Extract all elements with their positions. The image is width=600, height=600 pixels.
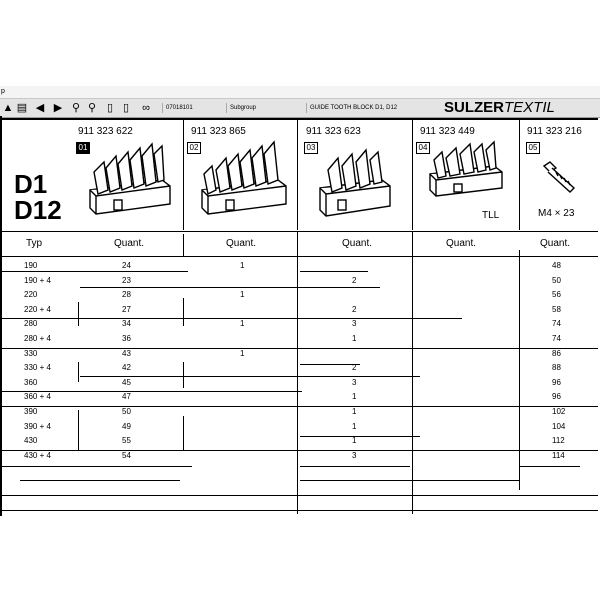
- column-divider: [183, 416, 184, 450]
- up-icon[interactable]: ▲: [2, 102, 14, 114]
- typ-cell: 390: [24, 407, 38, 416]
- column-divider: [183, 234, 184, 256]
- typ-cell: 360 + 4: [24, 392, 51, 401]
- column-header-quant-2: Quant.: [226, 238, 257, 249]
- binoculars-icon[interactable]: ∞: [142, 102, 150, 114]
- quant-5-cell: 96: [552, 392, 561, 401]
- quant-5-cell: 112: [552, 436, 565, 445]
- typ-cell: 220 + 4: [24, 305, 51, 314]
- column-divider: [412, 120, 413, 230]
- row-rule: [20, 480, 180, 481]
- quant-3-cell: 2: [352, 305, 357, 314]
- model-heading-d12: D12: [14, 195, 62, 225]
- brand-logo: SULZERTEXTIL: [444, 99, 555, 116]
- column-divider: [183, 120, 184, 230]
- quant-3-cell: 1: [352, 392, 357, 401]
- quant-5-cell: 114: [552, 451, 565, 460]
- row-rule: [300, 436, 420, 437]
- row-rule: [520, 466, 580, 467]
- row-rule: [300, 466, 410, 467]
- typ-cell: 280 + 4: [24, 334, 51, 343]
- typ-cell: 280: [24, 319, 38, 328]
- row-rule: [2, 450, 598, 451]
- part-number: 911 323 865: [191, 126, 246, 137]
- column-divider: [78, 302, 79, 326]
- quant-1-cell: 23: [122, 276, 131, 285]
- typ-cell: 390 + 4: [24, 422, 51, 431]
- part-note-screw-size: M4 × 23: [538, 208, 575, 219]
- quant-1-cell: 50: [122, 407, 131, 416]
- row-rule: [300, 271, 368, 272]
- guide-tooth-block-image: [198, 140, 290, 222]
- quant-1-cell: 28: [122, 290, 131, 299]
- column-divider: [412, 232, 413, 234]
- quant-2-cell: 1: [240, 290, 245, 299]
- menu-item[interactable]: p: [1, 88, 5, 95]
- quant-1-cell: 27: [122, 305, 131, 314]
- quant-1-cell: 55: [122, 436, 131, 445]
- quant-5-cell: 102: [552, 407, 566, 416]
- row-rule: [2, 348, 598, 349]
- guide-tooth-block-image: [426, 140, 506, 204]
- model-heading-d1: D1: [14, 169, 48, 199]
- column-divider: [519, 120, 520, 230]
- quant-3-cell: 1: [352, 422, 357, 431]
- quant-1-cell: 45: [122, 378, 131, 387]
- quant-5-cell: 104: [552, 422, 566, 431]
- row-rule: [2, 318, 462, 319]
- typ-cell: 330 + 4: [24, 363, 51, 372]
- row-rule: [2, 406, 598, 407]
- toolbar: [0, 98, 600, 118]
- column-header-quant-5: Quant.: [540, 238, 571, 249]
- typ-cell: 190 + 4: [24, 276, 51, 285]
- quant-3-cell: 1: [352, 436, 357, 445]
- page-icon[interactable]: ▯: [106, 102, 114, 114]
- quant-1-cell: 43: [122, 349, 131, 358]
- quant-1-cell: 54: [122, 451, 131, 460]
- quant-2-cell: 1: [240, 261, 245, 270]
- typ-cell: 220: [24, 290, 38, 299]
- row-rule: [2, 466, 192, 467]
- print-icon[interactable]: ▤: [16, 102, 28, 114]
- doc-number-field: 07018101: [162, 103, 216, 113]
- column-header-quant-3: Quant.: [342, 238, 373, 249]
- search-icon[interactable]: ⚲: [71, 102, 81, 114]
- quant-5-cell: 48: [552, 261, 561, 270]
- zoom-icon[interactable]: ⚲: [87, 102, 97, 114]
- quant-5-cell: 56: [552, 290, 561, 299]
- sheet-border-left: [0, 116, 2, 516]
- quant-1-cell: 47: [122, 392, 131, 401]
- column-divider: [412, 232, 413, 514]
- quant-3-cell: 1: [352, 407, 357, 416]
- forward-arrow-icon[interactable]: ▶: [53, 102, 63, 114]
- quant-5-cell: 88: [552, 363, 561, 372]
- column-divider: [297, 120, 298, 230]
- column-divider: [183, 298, 184, 326]
- row-rule: [2, 271, 188, 272]
- row-rule: [300, 364, 360, 365]
- guide-tooth-block-image: [84, 142, 174, 222]
- guide-tooth-block-image: [316, 148, 394, 224]
- quant-5-cell: 74: [552, 319, 561, 328]
- row-rule: [2, 510, 598, 511]
- quant-1-cell: 49: [122, 422, 131, 431]
- column-divider: [78, 362, 79, 382]
- column-divider: [297, 232, 298, 514]
- part-index-box: 03: [304, 142, 318, 154]
- quant-3-cell: 2: [352, 276, 357, 285]
- row-rule: [80, 376, 420, 377]
- back-arrow-icon[interactable]: ◀: [35, 102, 45, 114]
- quant-5-cell: 50: [552, 276, 561, 285]
- part-number: 911 323 449: [420, 126, 475, 137]
- quant-1-cell: 24: [122, 261, 131, 270]
- sheet-border-top: [0, 118, 598, 120]
- part-index-box: 04: [416, 142, 430, 154]
- quant-1-cell: 36: [122, 334, 131, 343]
- column-divider: [519, 250, 520, 490]
- quant-3-cell: 2: [352, 363, 357, 372]
- quant-5-cell: 74: [552, 334, 561, 343]
- table-header-rule: [2, 231, 598, 232]
- typ-cell: 430: [24, 436, 38, 445]
- page-icon[interactable]: ▯: [122, 102, 130, 114]
- row-rule: [2, 495, 598, 496]
- column-divider: [78, 410, 79, 450]
- quant-2-cell: 1: [240, 319, 245, 328]
- typ-cell: 360: [24, 378, 38, 387]
- part-number: 911 323 622: [78, 126, 133, 137]
- part-index-box: 05: [526, 142, 540, 154]
- row-rule: [80, 287, 380, 288]
- quant-3-cell: 1: [352, 334, 357, 343]
- quant-5-cell: 86: [552, 349, 561, 358]
- quant-2-cell: 1: [240, 349, 245, 358]
- quant-1-cell: 34: [122, 319, 131, 328]
- column-header-quant-4: Quant.: [446, 238, 477, 249]
- column-header-typ: Typ: [26, 238, 43, 249]
- quant-5-cell: 58: [552, 305, 561, 314]
- quant-5-cell: 96: [552, 378, 561, 387]
- typ-cell: 430 + 4: [24, 451, 51, 460]
- quant-1-cell: 42: [122, 363, 131, 372]
- row-rule: [2, 256, 598, 257]
- part-number: 911 323 623: [306, 126, 361, 137]
- row-rule: [300, 480, 520, 481]
- column-header-quant-1: Quant.: [114, 238, 145, 249]
- part-note-tll: TLL: [482, 210, 500, 221]
- quant-3-cell: 3: [352, 378, 357, 387]
- title-field: GUIDE TOOTH BLOCK D1, D12: [306, 103, 440, 113]
- quant-3-cell: 3: [352, 451, 357, 460]
- screw-image: [540, 160, 580, 194]
- part-number: 911 323 216: [527, 126, 582, 137]
- typ-cell: 190: [24, 261, 38, 270]
- part-index-box: 01: [76, 142, 90, 154]
- part-index-box: 02: [187, 142, 201, 154]
- typ-cell: 330: [24, 349, 38, 358]
- quant-3-cell: 3: [352, 319, 357, 328]
- menu-bar: [0, 86, 600, 98]
- subgroup-field: Subgroup: [226, 103, 290, 113]
- column-divider: [183, 362, 184, 388]
